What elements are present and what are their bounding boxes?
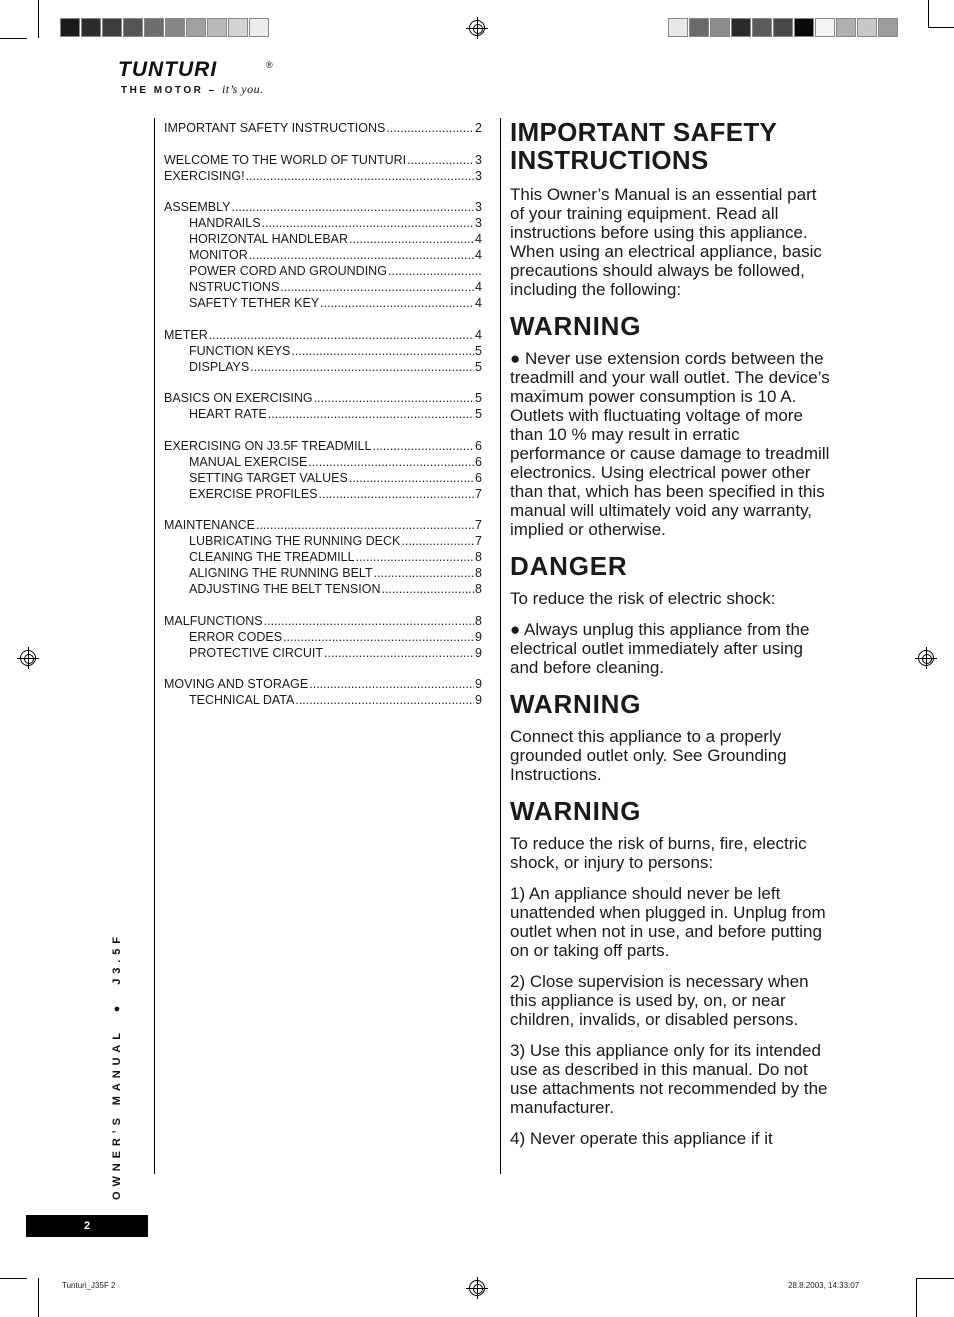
toc-entry-label: HEART RATE — [189, 407, 267, 421]
toc-entry-label: SETTING TARGET VALUES — [189, 470, 348, 485]
toc-leader — [349, 470, 474, 486]
toc-entry-page: 7 — [475, 486, 482, 501]
toc-leader — [246, 168, 474, 184]
toc-entry-page: 4 — [475, 327, 482, 342]
section-heading: WARNING — [510, 796, 642, 826]
crop-mark-tr-v — [928, 0, 929, 27]
safety-instructions — [510, 118, 830, 1160]
toc-entry — [164, 549, 482, 565]
toc-leader — [372, 438, 474, 454]
color-swatch — [752, 18, 772, 37]
color-swatch — [668, 18, 688, 37]
toc-entry-label: DISPLAYS — [189, 359, 250, 374]
toc-entry — [164, 486, 482, 502]
toc-entry-label: IMPORTANT SAFETY INSTRUCTIONS — [164, 121, 386, 135]
paragraph: This Owner’s Manual is an essential part of your training equipment. Read all instructions before using this appliance. When using an electrical appliance, basic precautions should always be followed, including the following: — [510, 185, 822, 299]
color-swatch — [123, 18, 143, 37]
toc-leader — [250, 359, 474, 375]
paragraph: ● Always unplug this appliance from the electrical outlet immediately after using and before cleaning. — [510, 620, 810, 677]
color-swatch — [878, 18, 898, 37]
toc-entry-label: ASSEMBLY — [164, 200, 231, 214]
brand-tagline: THE MOTOR – it’s you. — [121, 82, 264, 96]
color-swatch — [60, 18, 80, 37]
toc-entry-page: 6 — [475, 470, 482, 485]
toc-entry-label: POWER CORD AND GROUNDING — [189, 264, 387, 278]
color-swatch — [207, 18, 227, 37]
toc-entry-page: 8 — [475, 550, 482, 564]
toc-entry-page: 5 — [475, 359, 482, 374]
toc-entry-page: 3 — [475, 216, 482, 230]
crop-mark-tl-v — [38, 0, 39, 38]
toc-leader — [319, 486, 475, 502]
toc-leader — [264, 613, 474, 629]
toc-leader — [280, 279, 474, 295]
toc-entry-page: 8 — [475, 582, 482, 596]
toc-entry-page: 5 — [475, 391, 482, 405]
toc-entry-page: 2 — [475, 121, 482, 135]
toc-entry-label: EXERCISE PROFILES — [189, 486, 318, 501]
footer-timestamp: 28.8.2003, 14:33:07 — [788, 1281, 860, 1290]
toc-entry-label: MOVING AND STORAGE — [164, 677, 309, 691]
toc-entry-page: 9 — [475, 629, 482, 644]
color-swatch — [794, 18, 814, 37]
toc-entry — [164, 406, 482, 422]
side-label: OWNER’S MANUAL ● J3.5F — [111, 932, 123, 1200]
section-heading: WARNING — [510, 689, 642, 719]
crop-mark-bl-v — [38, 1278, 39, 1317]
paragraph: 1) An appliance should never be left unattended when plugged in. Unplug from outlet when not in use, and before putting on or taking off parts. — [510, 884, 826, 960]
toc-entry — [164, 629, 482, 645]
toc-entry-label: HORIZONTAL HANDLEBAR — [189, 232, 349, 246]
brand-logo: TUNTURI — [118, 58, 218, 81]
registration-mark-bottom — [469, 1280, 485, 1296]
color-bar-right — [668, 18, 899, 37]
toc-leader — [262, 215, 475, 231]
toc-entry-page: 4 — [475, 280, 482, 294]
toc-entry — [164, 676, 482, 692]
toc-leader — [209, 327, 474, 343]
toc-entry — [164, 613, 482, 629]
color-swatch — [731, 18, 751, 37]
table-of-contents — [164, 120, 482, 708]
toc-entry-page: 9 — [475, 693, 482, 707]
toc-entry-label: EXERCISING! — [164, 168, 245, 183]
section-heading: DANGER — [510, 551, 628, 581]
toc-entry-label: ERROR CODES — [189, 629, 283, 644]
toc-entry — [164, 215, 482, 231]
paragraph: Connect this appliance to a properly grounded outlet only. See Grounding Instructions. — [510, 727, 787, 784]
crop-mark-br-h — [916, 1278, 954, 1279]
color-swatch — [186, 18, 206, 37]
toc-entry — [164, 327, 482, 343]
toc-entry — [164, 645, 482, 661]
toc-entry-page: 5 — [475, 343, 482, 358]
paragraph: To reduce the risk of electric shock: — [510, 589, 776, 608]
toc-entry — [164, 168, 482, 184]
toc-entry-page: 6 — [475, 438, 482, 453]
toc-entry-label: MAINTENANCE — [164, 518, 255, 532]
toc-leader — [314, 390, 474, 406]
toc-entry-label: MANUAL EXERCISE — [189, 454, 308, 469]
toc-entry-label: MALFUNCTIONS — [164, 613, 263, 628]
toc-entry-label: LUBRICATING THE RUNNING DECK — [189, 534, 401, 548]
paragraph: To reduce the risk of burns, fire, electric shock, or injury to persons: — [510, 834, 807, 872]
crop-mark-tr-h — [928, 27, 954, 28]
toc-leader — [295, 692, 474, 708]
toc-entry-page: 4 — [475, 232, 482, 246]
toc-entry-label: NSTRUCTIONS — [189, 280, 280, 294]
toc-leader — [231, 199, 474, 215]
brand-reg-mark: ® — [266, 60, 273, 70]
section-heading: WARNING — [510, 311, 642, 341]
toc-entry-label: HANDRAILS — [189, 216, 261, 230]
color-swatch — [81, 18, 101, 37]
toc-entry — [164, 199, 482, 215]
toc-entry — [164, 231, 482, 247]
color-swatch — [857, 18, 877, 37]
toc-entry — [164, 565, 482, 581]
toc-entry-page: 4 — [475, 248, 482, 262]
color-swatch — [710, 18, 730, 37]
toc-entry — [164, 263, 482, 279]
toc-entry-label: TECHNICAL DATA — [189, 693, 295, 707]
toc-leader — [309, 676, 474, 692]
toc-entry-page: 6 — [475, 454, 482, 469]
toc-entry — [164, 152, 482, 168]
toc-leader — [407, 152, 474, 168]
toc-entry-page: 5 — [475, 407, 482, 421]
toc-leader — [291, 343, 474, 359]
toc-entry — [164, 247, 482, 263]
toc-entry-page: 9 — [475, 677, 482, 691]
toc-entry-page: 7 — [475, 534, 482, 548]
color-swatch — [836, 18, 856, 37]
toc-entry-label: ALIGNING THE RUNNING BELT — [189, 566, 373, 580]
toc-entry-label: MONITOR — [189, 248, 248, 262]
toc-leader — [386, 120, 474, 136]
toc-leader — [374, 565, 474, 581]
toc-entry-page: 3 — [475, 168, 482, 183]
color-swatch — [102, 18, 122, 37]
registration-mark-top — [469, 20, 485, 36]
toc-entry — [164, 120, 482, 136]
paragraph: ● Never use extension cords between the treadmill and your wall outlet. The device’s maximum power consumption is 10 A. Outlets with fluctuating voltage of more than 10 % may result in erratic performance or cause damage to treadmill electronics. Using electrical power other than that, which has been specified in this manual will ultimately void any warranty, implied or otherwise. — [510, 349, 830, 539]
color-swatch — [249, 18, 269, 37]
section-heading: IMPORTANT SAFETY INSTRUCTIONS — [510, 117, 777, 175]
toc-entry — [164, 581, 482, 597]
toc-entry — [164, 517, 482, 533]
toc-entry-label: FUNCTION KEYS — [189, 343, 291, 358]
toc-entry — [164, 295, 482, 311]
toc-leader — [349, 231, 474, 247]
crop-mark-br-v — [916, 1278, 917, 1317]
toc-entry-page: 7 — [475, 518, 482, 532]
toc-leader — [256, 517, 474, 533]
toc-entry — [164, 470, 482, 486]
toc-entry — [164, 359, 482, 375]
column-rule-left — [154, 118, 155, 1174]
toc-leader — [320, 295, 474, 311]
paragraph: 4) Never operate this appliance if it — [510, 1129, 773, 1148]
toc-entry-label: CLEANING THE TREADMILL — [189, 550, 355, 564]
toc-entry — [164, 390, 482, 406]
crop-mark-bl-h — [0, 1278, 27, 1279]
page-number: 2 — [26, 1215, 148, 1237]
toc-entry-page: 3 — [475, 152, 482, 167]
toc-entry-page: 3 — [475, 200, 482, 214]
toc-entry — [164, 533, 482, 549]
toc-entry — [164, 343, 482, 359]
color-swatch — [689, 18, 709, 37]
toc-entry — [164, 279, 482, 295]
toc-entry-label: PROTECTIVE CIRCUIT — [189, 645, 324, 660]
toc-leader — [308, 454, 474, 470]
paragraph: 2) Close supervision is necessary when this appliance is used by, on, or near children, invalids, or disabled persons. — [510, 972, 809, 1029]
toc-entry-page: 8 — [475, 613, 482, 628]
toc-entry-page: 9 — [475, 645, 482, 660]
toc-leader — [324, 645, 474, 661]
color-swatch — [228, 18, 248, 37]
toc-entry — [164, 692, 482, 708]
color-swatch — [773, 18, 793, 37]
toc-entry-label: EXERCISING ON J3.5F TREADMILL — [164, 438, 372, 453]
crop-mark-tl-h — [0, 38, 27, 39]
paragraph: 3) Use this appliance only for its intended use as described in this manual. Do not use attachments not recommended by the manufacturer. — [510, 1041, 828, 1117]
toc-entry-page: 4 — [475, 296, 482, 310]
toc-leader — [249, 247, 474, 263]
toc-leader — [381, 581, 474, 597]
toc-entry — [164, 454, 482, 470]
toc-entry-page: 8 — [475, 566, 482, 580]
toc-leader — [388, 263, 481, 279]
color-swatch — [144, 18, 164, 37]
color-swatch — [815, 18, 835, 37]
color-swatch — [165, 18, 185, 37]
toc-entry-label: WELCOME TO THE WORLD OF TUNTURI — [164, 152, 407, 167]
registration-mark-right — [918, 650, 934, 666]
footer-file: Tunturi_J35F 2 — [62, 1281, 116, 1290]
registration-mark-left — [20, 650, 36, 666]
toc-entry-label: BASICS ON EXERCISING — [164, 391, 313, 405]
toc-leader — [401, 533, 474, 549]
toc-entry — [164, 438, 482, 454]
toc-entry-label: ADJUSTING THE BELT TENSION — [189, 582, 381, 596]
toc-entry-label: SAFETY TETHER KEY — [189, 296, 320, 310]
toc-leader — [268, 406, 474, 422]
column-rule-middle — [500, 118, 501, 1174]
color-bar-left — [60, 18, 270, 37]
toc-entry-label: METER — [164, 327, 208, 342]
toc-leader — [356, 549, 474, 565]
toc-leader — [283, 629, 474, 645]
